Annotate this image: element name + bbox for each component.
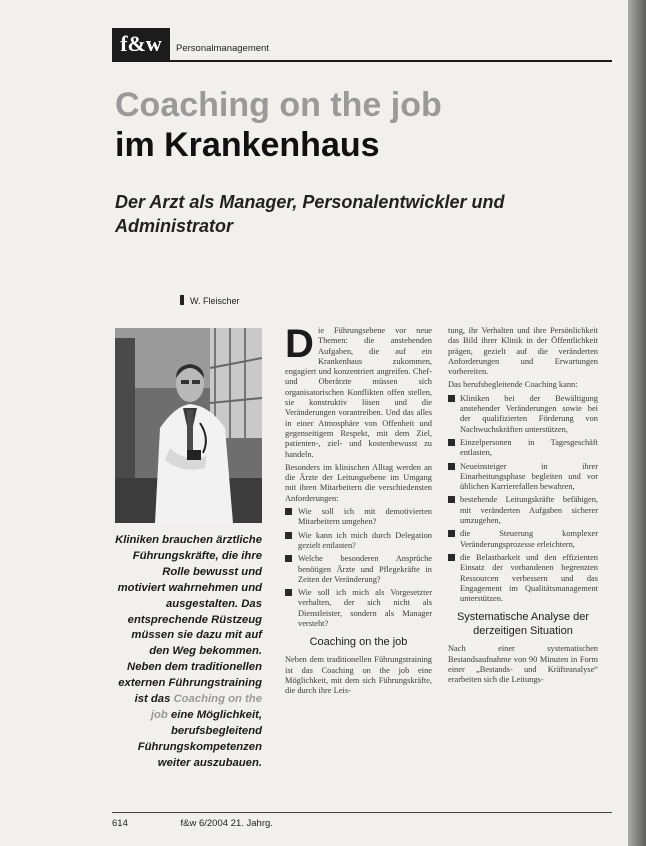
paragraph: Neben dem traditionellen Führungstraining ist das Coaching on the job eine Möglichkeit, mit dem sich Führungskräfte, die durch ihre Leis-: [285, 655, 432, 696]
drop-cap: D: [285, 322, 314, 366]
pull-quote-highlight: Coaching on the job: [150, 693, 262, 721]
page-number: 614: [112, 818, 128, 829]
header-rule: [112, 60, 612, 62]
list-item: Kliniken bei der Bewältigung anstehender Veränderungen sowie bei der qualifizierten Förderung von Nachwuchskräften unterstützen,: [448, 394, 598, 435]
paragraph: Besonders im klinischen Alltag werden an die Ärzte der Leitungsebene im Umgang mit ihren Mitarbeitern die verschiedensten Anforderungen:: [285, 462, 432, 503]
article-subtitle: Der Arzt als Manager, Personalentwickler und Administrator: [115, 192, 505, 236]
text-column-2: [448, 326, 598, 689]
page-footer: [112, 818, 273, 829]
list-item: bestehende Leitungskräfte befähigen, mit veränderten Aufgaben sicherer umzugehen,: [448, 495, 598, 526]
pull-quote: [115, 533, 262, 772]
doctor-photo-image: [115, 328, 262, 523]
list-item: Wie kann ich mich durch Delegation gezielt entlasten?: [285, 531, 432, 552]
section-heading: Systematische Analyse der derzeitigen Situation: [456, 611, 590, 638]
list-item: Welche besonderen Ansprüche benötigen Ärzte und Pflegekräfte in Zeiten der Veränderung?: [285, 554, 432, 585]
list-item: Wie soll ich mich als Vorgesetzter verhalten, der sich nicht als Dienstleister, sondern als Manager versteht?: [285, 588, 432, 629]
text-column-1: [285, 322, 432, 700]
author-name: W. Fleischer: [190, 296, 240, 306]
article-title-line1: Coaching on the job: [115, 86, 442, 124]
section-heading: Coaching on the job: [309, 636, 408, 649]
magazine-logo: f&w: [112, 28, 170, 60]
question-list: [285, 507, 432, 629]
pull-quote-text-start: Kliniken brauchen ärztliche Führungskräfte, die ihre Rolle bewusst und motiviert wahrnehmen und ausgestalten. Das entsprechende Rüstzeug müssen sie dazu mit auf den Weg bekommen. Neben dem traditionellen externen Führungstraining ist das: [115, 534, 262, 706]
benefit-list: [448, 394, 598, 605]
list-item: Einzelpersonen in Tagesgeschäft entlasten,: [448, 438, 598, 459]
article-title-line2: im Krankenhaus: [115, 126, 380, 164]
binding-shadow: [628, 0, 646, 846]
section-label: Personalmanagement: [176, 43, 269, 54]
list-item: die Steuerung komplexer Veränderungsprozesse erleichtern,: [448, 529, 598, 550]
footer-rule: [112, 812, 612, 813]
list-item: Wie soll ich mit demotivierten Mitarbeitern umgehen?: [285, 507, 432, 528]
paragraph: Das berufsbegleitende Coaching kann:: [448, 380, 578, 390]
doctor-photo: [115, 328, 262, 523]
intro-text: ie Führungsebene vor neue Themen: die anstehenden Aufgaben, die auf ein Krankenhaus zukommen, engagiert und konzentriert angreifen. Chef- und Oberärzte müssen sich organisatorischen Konflikten offen stellen, sie konstruktiv lösen und die Veränderungen vorantreiben. Und das alles in einer Atmosphäre von Offenheit und gegenseitigem Respekt, mit dem Ziel, patienten-, ziel- und kostenbewusst zu handeln.: [285, 326, 432, 459]
author-marker: [180, 295, 184, 305]
list-item: die Belastbarkeit und den effizienten Einsatz der vorhandenen begrenzten Ressourcen verbessern und das Engagement im Qualitätsmanagement unterstützen.: [448, 553, 598, 604]
paragraph: tung, ihr Verhalten und ihre Persönlichkeit das Bild ihrer Klinik in der Öffentlichkeit prägen, gezielt auf die veränderten Anforderungen und Erwartungen vorbereiten.: [448, 326, 598, 377]
intro-paragraph: [285, 322, 432, 460]
issue-info: f&w 6/2004 21. Jahrg.: [180, 818, 273, 829]
pull-quote-text-end: eine Möglichkeit, berufsbegleitend Führungskompetenzen weiter auszubauen.: [137, 708, 262, 769]
paragraph: Nach einer systematischen Bestandsaufnahme von 90 Minuten in Form einer „Bestands- und Kräfteanalyse“ erarbeiten sich die Leitungs-: [448, 644, 598, 685]
list-item: Neueinsteiger in ihrer Einarbeitungsphase begleiten und vor üblichen Karrierefallen bewahren,: [448, 462, 598, 493]
